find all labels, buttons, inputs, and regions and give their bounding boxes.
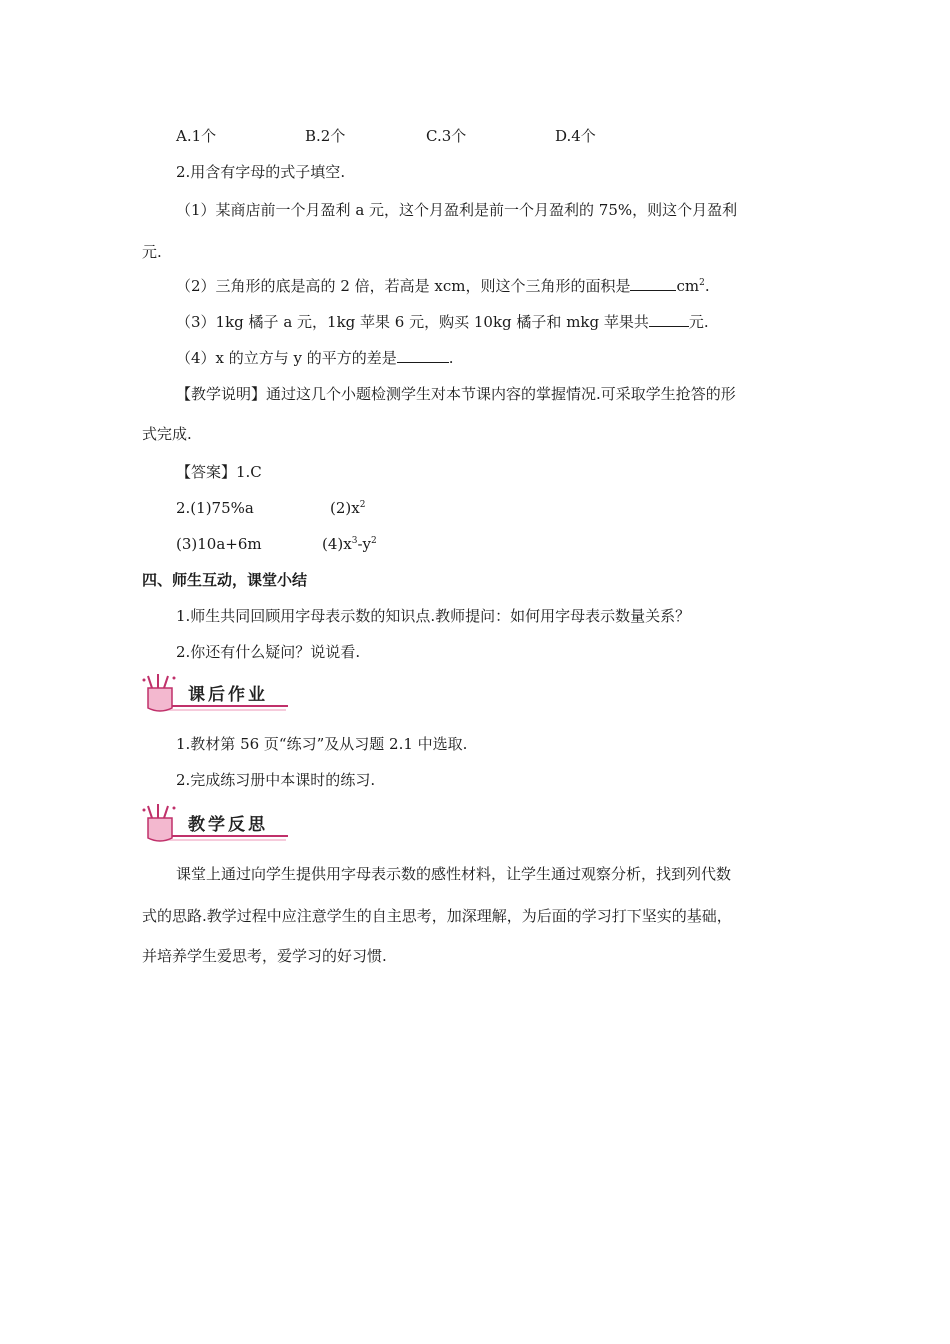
punctuation: .	[704, 277, 710, 295]
option-d: D.4个	[555, 127, 596, 145]
reflection-banner	[140, 802, 290, 846]
answer-line-1: 【答案】1.C	[176, 463, 262, 481]
exponent: 2	[371, 536, 377, 546]
question-2-part-2-text: （2）三角形的底是高的 2 倍，若高是 xcm，则这个三角形的面积是	[176, 277, 631, 295]
unit-exponent: 2	[699, 278, 705, 288]
answer-2-3: (3)10a+6m	[176, 535, 262, 553]
question-2-title: 2.用含有字母的式子填空.	[176, 163, 346, 181]
answer-2-4-mid: -y	[357, 535, 371, 553]
question-2-part-4	[176, 348, 454, 368]
question-2-part-3	[176, 312, 709, 332]
section-4-heading: 四、师生互动，课堂小结	[142, 571, 308, 589]
option-c: C.3个	[426, 127, 467, 145]
question-2-part-3-text: （3）1kg 橘子 a 元，1kg 苹果 6 元，购买 10kg 橘子和 mkg 苹果共	[176, 313, 649, 331]
question-2-part-1-line-2: 元.	[142, 243, 162, 261]
teaching-note-line-1: 【教学说明】通过这几个小题检测学生对本节课内容的掌握情况.可采取学生抢答的形	[176, 385, 736, 403]
answer-2-2	[330, 498, 365, 518]
homework-banner	[140, 672, 290, 716]
question-2-part-2	[176, 276, 710, 296]
reflection-banner-title: 教学反思	[188, 815, 268, 835]
teaching-note-line-2: 式完成.	[142, 425, 192, 443]
unit-label: cm	[676, 277, 700, 295]
reflection-line-3: 并培养学生爱思考，爱学习的好习惯.	[142, 947, 387, 965]
section-4-item-2: 2.你还有什么疑问？说说看.	[176, 643, 361, 661]
answer-2-4	[322, 534, 377, 554]
answer-blank[interactable]	[630, 276, 676, 291]
exponent: 2	[359, 500, 366, 510]
answer-2-1: 2.(1)75%a	[176, 499, 254, 517]
homework-item-1: 1.教材第 56 页“练习”及从习题 2.1 中选取.	[176, 735, 468, 753]
question-2-part-1-line-1: （1）某商店前一个月盈利 a 元，这个月盈利是前一个月盈利的 75%，则这个月盈利	[176, 201, 738, 219]
homework-item-2: 2.完成练习册中本课时的练习.	[176, 771, 376, 789]
answer-2-2-text: (2)x	[330, 499, 360, 517]
punctuation: .	[448, 349, 454, 367]
option-b: B.2个	[305, 127, 346, 145]
punctuation: 元.	[688, 313, 709, 331]
answer-2-4-base: (4)x	[322, 535, 352, 553]
option-a: A.1个	[176, 127, 217, 145]
question-2-part-4-text: （4）x 的立方与 y 的平方的差是	[176, 349, 397, 367]
answer-blank[interactable]	[397, 348, 449, 363]
reflection-line-1: 课堂上通过向学生提供用字母表示数的感性材料，让学生通过观察分析，找到列代数	[176, 865, 732, 883]
homework-banner-title: 课后作业	[188, 685, 268, 705]
exponent: 3	[351, 536, 358, 546]
section-4-item-1: 1.师生共同回顾用字母表示数的知识点.教师提问：如何用字母表示数量关系？	[176, 607, 691, 625]
reflection-line-2: 式的思路.教学过程中应注意学生的自主思考，加深理解，为后面的学习打下坚实的基础，	[142, 907, 732, 925]
answer-blank[interactable]	[649, 312, 689, 327]
